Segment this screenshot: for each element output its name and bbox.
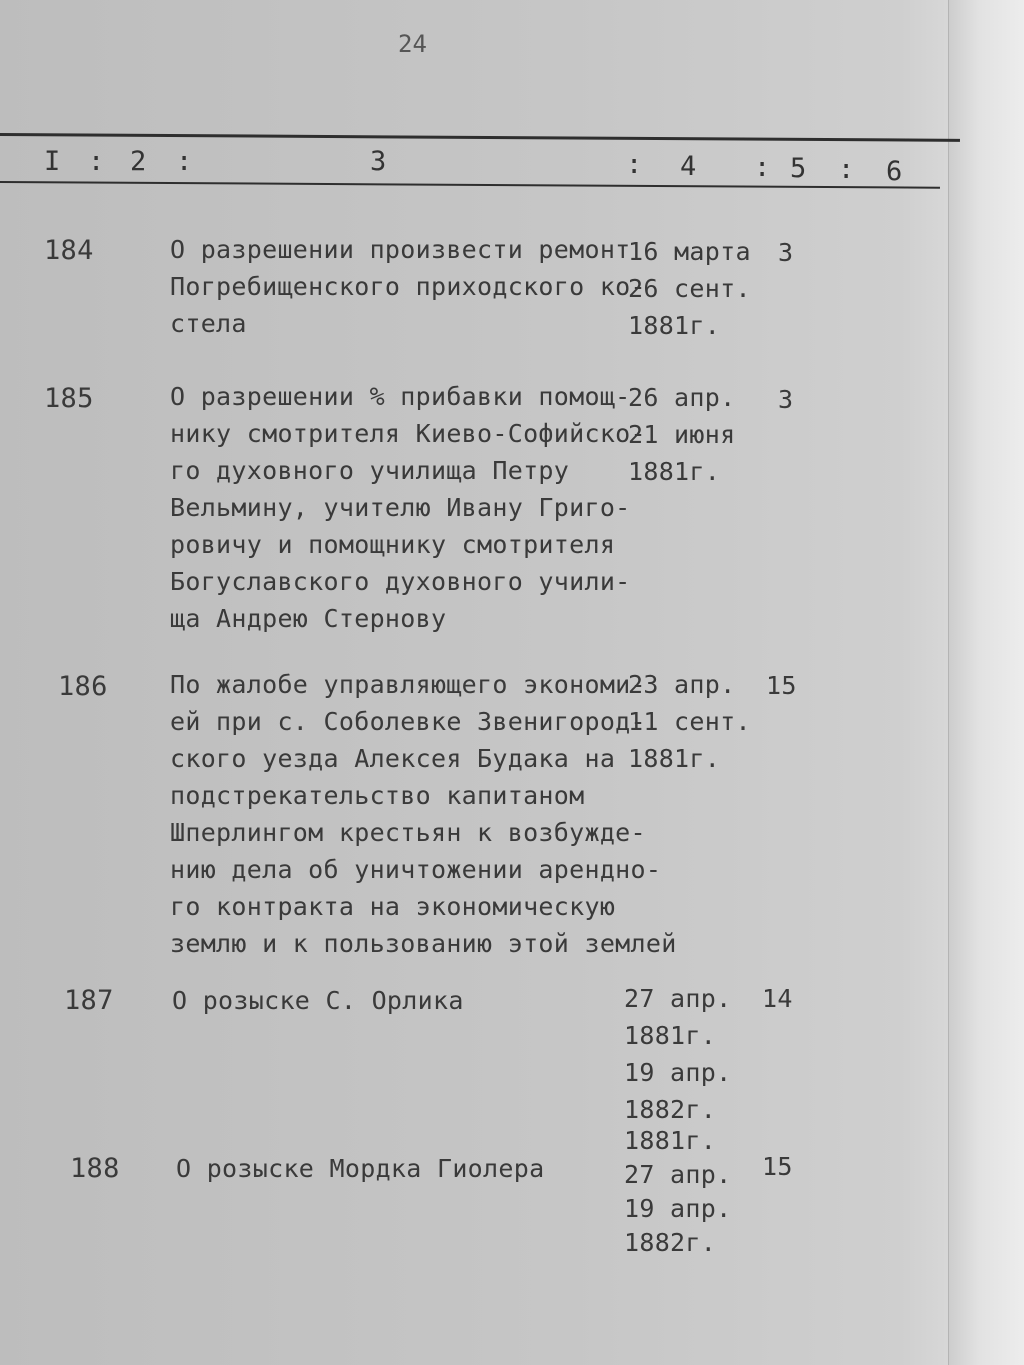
- header-col-5: 5: [790, 153, 807, 184]
- row-number: 187: [64, 985, 114, 1016]
- header-separator: :: [838, 154, 855, 185]
- row-dates: 16 марта 26 сент. 1881г.: [628, 237, 751, 340]
- row-sheets: 3: [778, 238, 794, 267]
- row-dates: 27 апр. 1881г. 19 апр. 1882г.: [624, 984, 732, 1124]
- row-dates: 23 апр. 11 сент. 1881г.: [628, 670, 751, 773]
- header-separator: :: [626, 149, 643, 180]
- row-dates: 1881г. 27 апр. 19 апр. 1882г.: [624, 1126, 732, 1257]
- row-number: 185: [44, 383, 94, 414]
- header-col-2: 2: [130, 146, 147, 177]
- row-sheets: 3: [778, 385, 794, 414]
- header-separator: :: [88, 146, 105, 177]
- row-dates: 26 апр. 21 июня 1881г.: [628, 383, 736, 486]
- header-col-1: I: [44, 146, 61, 177]
- row-title: О разрешении % прибавки помощ- нику смотрителя Киево-Софийско- го духовного училища Петру Вельмину, учителю Ивану Григо- ровичу и помощнику смотрителя Богуславского духовного учили- ща Андрею Стернову: [170, 382, 646, 633]
- row-number: 184: [44, 235, 94, 266]
- table-top-rule: [0, 133, 960, 142]
- page-edge: [948, 0, 1024, 1365]
- row-title: О розыске С. Орлика: [172, 986, 464, 1015]
- row-sheets: 14: [762, 984, 793, 1013]
- row-sheets: 15: [762, 1152, 793, 1181]
- page-number: 24: [398, 30, 427, 58]
- row-number: 186: [58, 671, 108, 702]
- header-separator: :: [176, 146, 193, 177]
- header-col-4: 4: [680, 151, 697, 182]
- row-title: По жалобе управляющего экономи- ей при с. Соболевке Звенигород- ского уезда Алексея Будака на подстрекательство капитаном Шперлингом крестьян к возбужде- нию дела об уничтожении арендно- го контракта на экономическую землю и к пользованию этой землей: [170, 670, 677, 958]
- header-col-6: 6: [886, 156, 903, 187]
- row-number: 188: [70, 1153, 120, 1184]
- header-col-3: 3: [370, 146, 387, 177]
- row-title: О разрешении произвести ремонт Погребищенского приходского ко- стела: [170, 235, 646, 338]
- row-title: О розыске Мордка Гиолера: [176, 1154, 545, 1183]
- header-separator: :: [754, 152, 771, 183]
- row-sheets: 15: [766, 671, 797, 700]
